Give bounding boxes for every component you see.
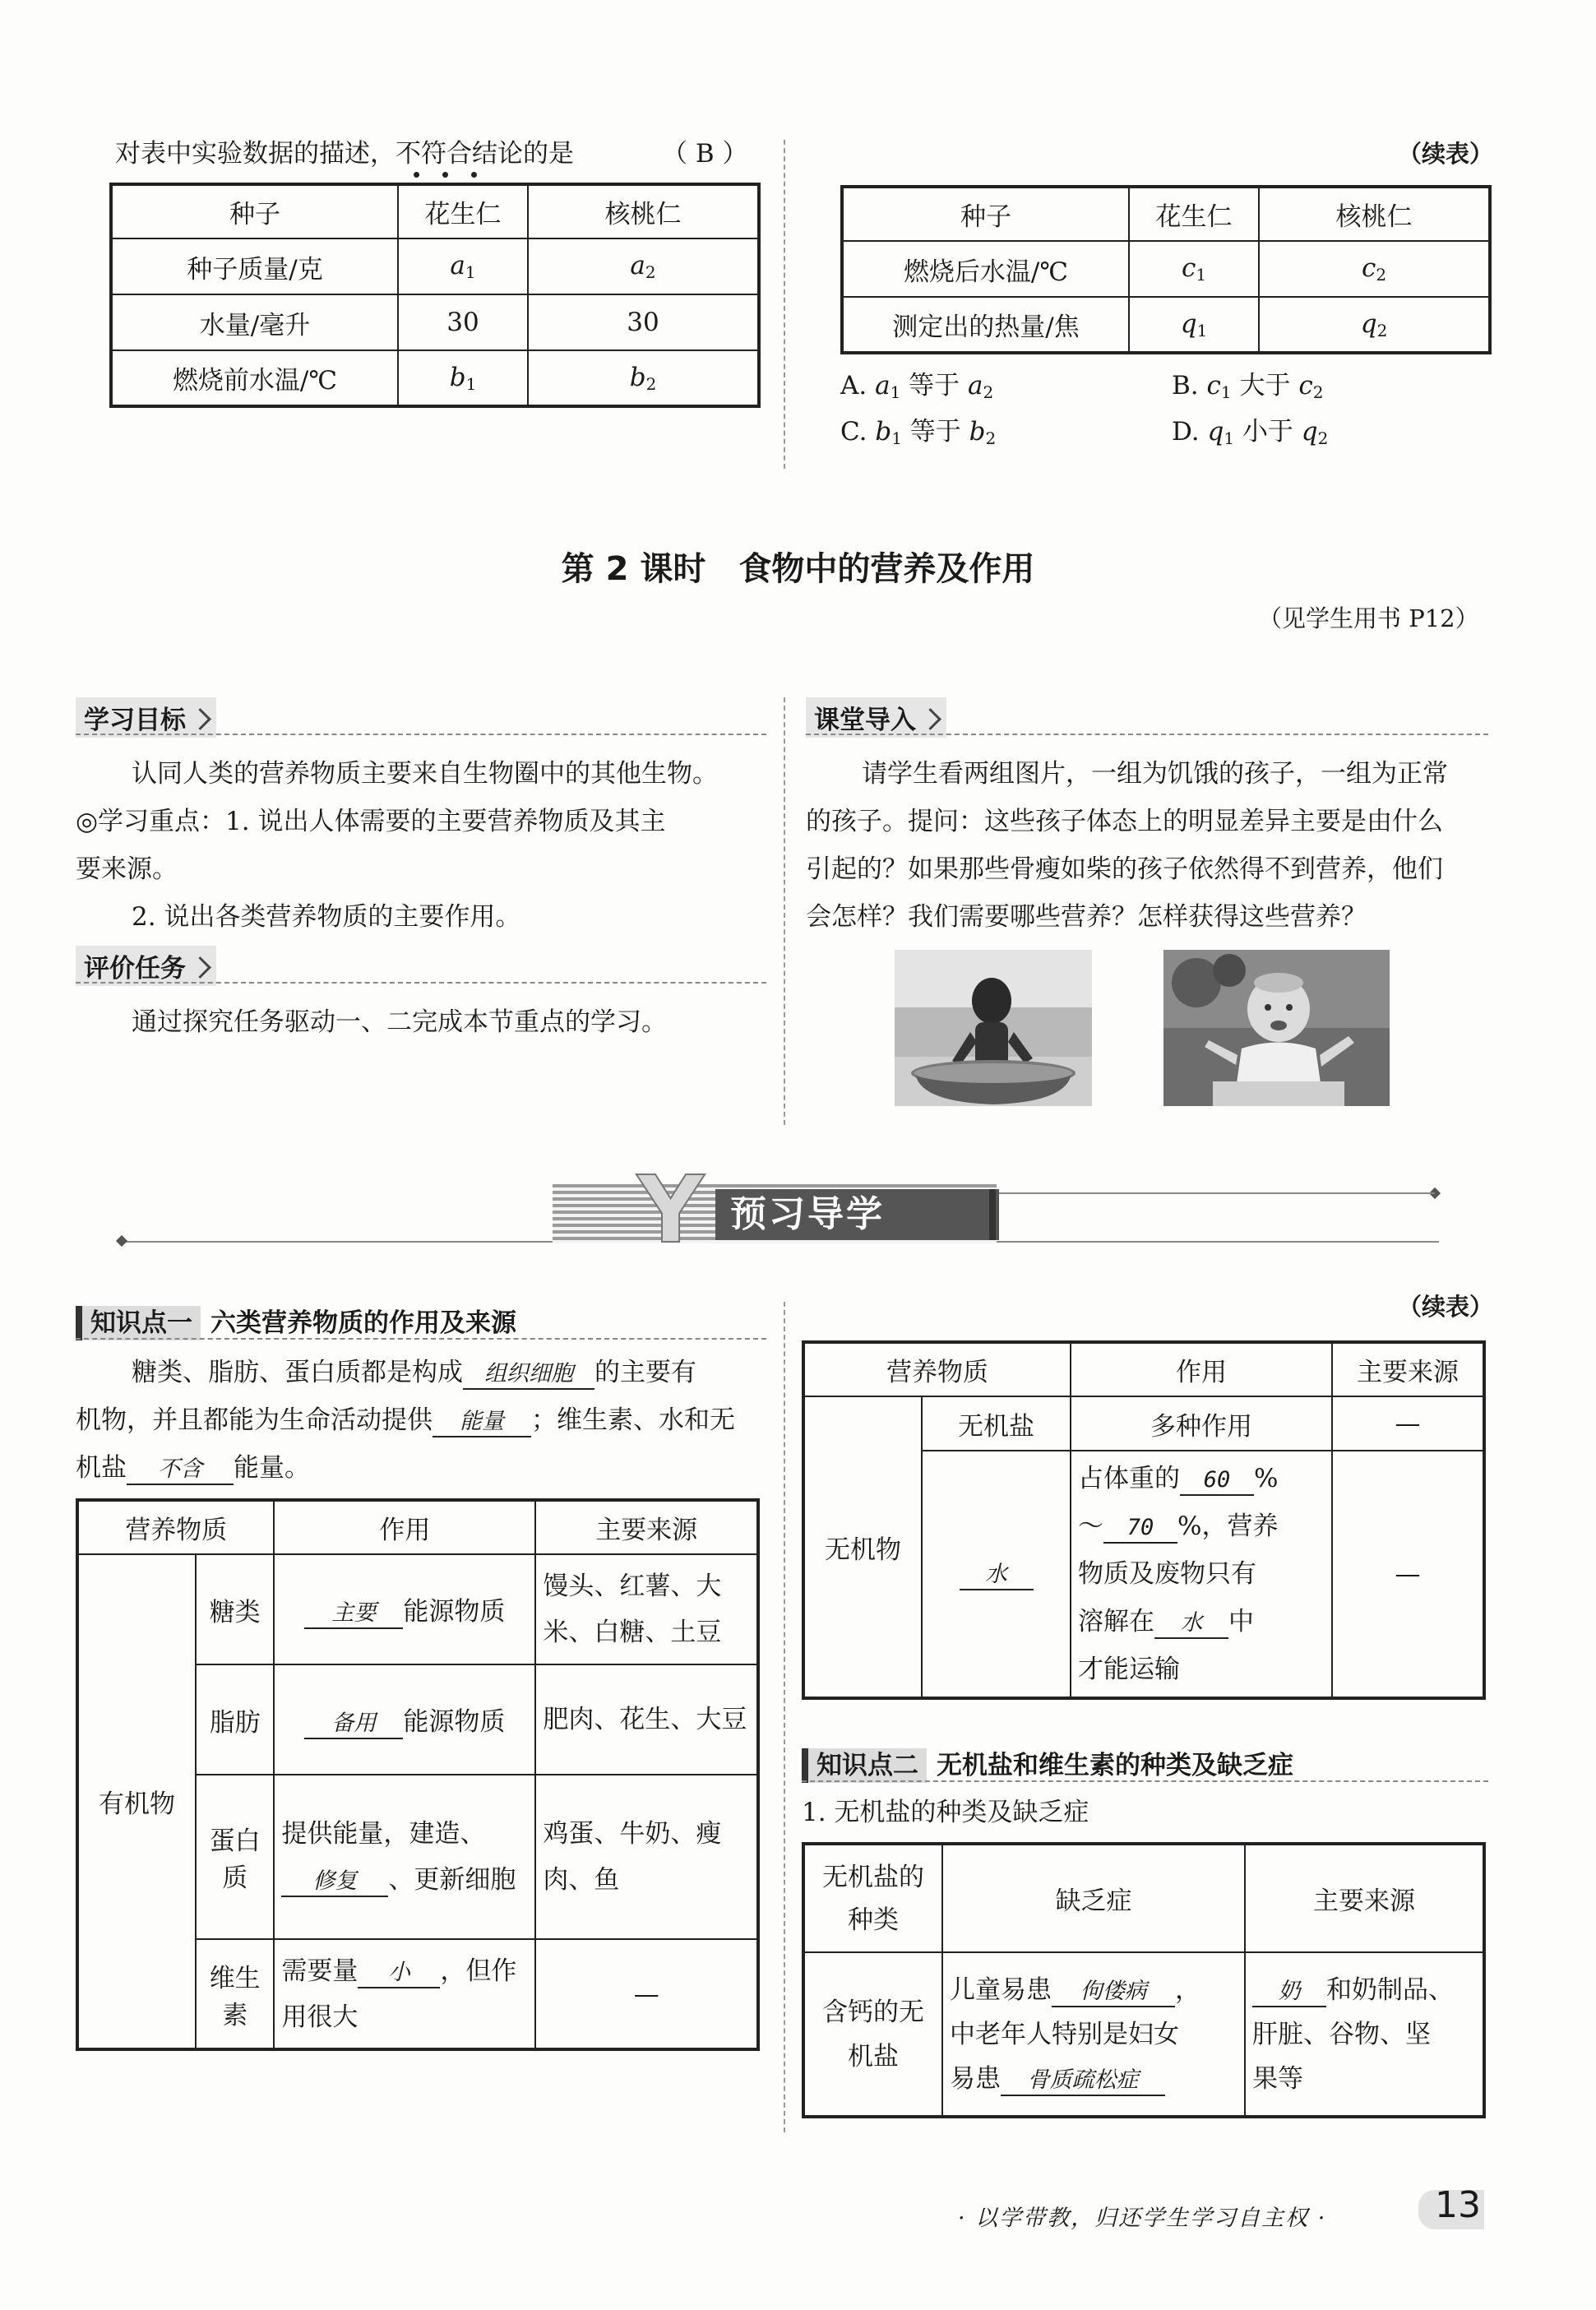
kp1-title: 六类营养物质的作用及来源 xyxy=(210,1308,516,1338)
option-sub: 2 xyxy=(985,428,997,448)
symptom-text: ， xyxy=(1175,1974,1200,2005)
kp2-title: 无机盐和维生素的种类及缺乏症 xyxy=(937,1751,1293,1780)
cell-sub: 2 xyxy=(645,373,657,394)
goals-tag xyxy=(76,697,216,738)
cell-var: b xyxy=(449,362,466,392)
banner-edge xyxy=(989,1189,996,1240)
role-text: 多种作用 xyxy=(1071,1396,1332,1451)
row-label: 测定出的热量/焦 xyxy=(842,297,1129,353)
healthy-child-photo xyxy=(1163,950,1390,1106)
nutrient-name: 蛋白质 xyxy=(196,1775,274,1939)
intro-line: 会怎样？我们需要哪些营养？怎样获得这些营养？ xyxy=(806,902,1367,932)
para-text: 的主要有 xyxy=(594,1358,696,1387)
eval-tag-label: 评价任务 xyxy=(84,954,186,984)
para-text: 能量。 xyxy=(234,1453,310,1483)
table-row xyxy=(803,1396,1484,1451)
inorganic-table xyxy=(802,1340,1486,1700)
table-header: 种子 xyxy=(842,187,1129,241)
role-text: 物质及废物只有 xyxy=(1078,1559,1257,1589)
kp1-para xyxy=(132,1349,696,1396)
source-text: 馒头、红薯、大米、白糖、土豆 xyxy=(535,1554,758,1664)
continued-label: （续表） xyxy=(1398,1293,1494,1321)
column-divider xyxy=(784,1302,785,2132)
seed-table-top-left xyxy=(109,183,761,408)
role-text: 能源物质 xyxy=(403,1596,506,1627)
goals-tag-label: 学习目标 xyxy=(84,706,186,735)
cell-sub: 2 xyxy=(1376,265,1387,285)
source-text: — xyxy=(1332,1451,1484,1698)
option-var: q xyxy=(1207,417,1224,447)
option-text: 等于 xyxy=(900,371,969,400)
source-text: 鸡蛋、牛奶、瘦肉、鱼 xyxy=(535,1775,758,1939)
hungry-child-photo xyxy=(895,950,1092,1106)
intro-line: 引起的？如果那些骨瘦如柴的孩子依然得不到营养，他们 xyxy=(806,854,1443,884)
table-header: 核桃仁 xyxy=(528,184,759,238)
table-row xyxy=(111,238,759,294)
arrow-icon xyxy=(919,708,941,730)
option-text: 小于 xyxy=(1234,417,1302,447)
table-row xyxy=(803,1952,1484,2117)
answer-blank[interactable]: 骨质疏松症 xyxy=(1001,2067,1165,2096)
goals-line: 认同人类的营养物质主要来自生物圈中的其他生物。 xyxy=(132,759,718,789)
eval-tag xyxy=(76,946,216,986)
role-text: 能源物质 xyxy=(403,1706,506,1737)
role-text: % xyxy=(1254,1464,1279,1493)
source-text: 肥肉、花生、大豆 xyxy=(535,1664,758,1775)
answer-blank[interactable]: 小 xyxy=(358,1959,440,1988)
emphasis-dot xyxy=(471,172,477,178)
kp1-label: 知识点一 xyxy=(76,1306,201,1340)
banner-rule xyxy=(999,1192,1435,1194)
option-var: c xyxy=(1298,371,1313,400)
group-label: 有机物 xyxy=(77,1554,196,2049)
seed-table-top-right xyxy=(840,185,1492,354)
question-text: 对表中实验数据的描述，不符合结论的是 xyxy=(115,139,574,169)
section-divider xyxy=(76,734,766,735)
cell-var: c xyxy=(1361,253,1376,283)
role-text: ～ xyxy=(1078,1511,1104,1541)
role-text: 占体重的 xyxy=(1078,1464,1181,1493)
table-header: 核桃仁 xyxy=(1259,187,1490,241)
option-sub: 2 xyxy=(1312,382,1324,402)
option-sub: 1 xyxy=(890,382,901,402)
table-header: 花生仁 xyxy=(1129,187,1259,241)
answer-blank[interactable]: 佝偻病 xyxy=(1052,1978,1175,2007)
cell-var: b xyxy=(629,362,646,392)
para-text: 机物，并且都能为生命活动提供 xyxy=(76,1405,433,1435)
table-row xyxy=(77,1554,758,1664)
option-var: b xyxy=(875,417,892,447)
symptom-text: 中老年人特别是妇女 xyxy=(950,2019,1179,2049)
cell-var: q xyxy=(1360,308,1377,339)
cell-sub: 2 xyxy=(1376,320,1388,340)
option-sub: 1 xyxy=(1220,382,1232,402)
option-text: 等于 xyxy=(901,417,969,447)
intro-tag-label: 课堂导入 xyxy=(814,706,916,735)
group-label: 无机物 xyxy=(803,1396,922,1698)
intro-line: 的孩子。提问：这些孩子体态上的明显差异主要是由什么 xyxy=(806,807,1443,836)
answer-blank[interactable]: 60 xyxy=(1180,1466,1254,1496)
source-text: — xyxy=(1332,1396,1484,1451)
option-prefix: C. xyxy=(840,417,876,447)
page-number: 13 xyxy=(1435,2184,1481,2226)
nutrient-name: 维生素 xyxy=(196,1939,274,2049)
option-prefix: A. xyxy=(840,371,876,400)
role-text: 、更新细胞 xyxy=(388,1865,516,1895)
question-answer: （ B ） xyxy=(662,139,748,169)
column-divider xyxy=(784,697,785,1125)
option-sub: 1 xyxy=(1224,428,1235,448)
answer-blank[interactable]: 奶 xyxy=(1252,1978,1326,2007)
symptom-text: 儿童易患 xyxy=(950,1974,1052,2005)
nutrient-name: 脂肪 xyxy=(196,1664,274,1775)
answer-blank[interactable]: 备用 xyxy=(304,1710,403,1739)
option-c[interactable] xyxy=(840,408,996,462)
section-divider xyxy=(76,982,766,984)
mineral-name: 含钙的无机盐 xyxy=(803,1952,942,2117)
role-text: 提供能量，建造、 xyxy=(281,1819,486,1849)
table-header: 主要来源 xyxy=(1332,1342,1484,1396)
section-divider xyxy=(806,734,1488,735)
role-text: 中 xyxy=(1228,1607,1255,1636)
kp1-para xyxy=(76,1444,310,1492)
banner-title: 预习导学 xyxy=(730,1193,885,1235)
table-row xyxy=(842,241,1490,297)
table-header: 种子 xyxy=(111,184,398,238)
table-header: 无机盐的种类 xyxy=(803,1844,942,1952)
goals-line: ◎学习重点：1. 说出人体需要的主要营养物质及其主 xyxy=(76,807,666,836)
row-label: 燃烧前水温/℃ xyxy=(111,350,398,406)
role-text: 才能运输 xyxy=(1078,1655,1181,1684)
role-text: 溶解在 xyxy=(1078,1607,1155,1636)
table-header: 营养物质 xyxy=(77,1500,274,1554)
footer-motto: · 以学带教，归还学生学习自主权 · xyxy=(958,2206,1327,2231)
cell-sub: 1 xyxy=(465,262,476,282)
table-row xyxy=(842,297,1490,353)
cell-value: 30 xyxy=(528,294,759,350)
answer-blank[interactable]: 不含 xyxy=(127,1456,234,1485)
emphasis-dot xyxy=(414,172,419,178)
kp2-heading xyxy=(802,1744,1293,1781)
answer-blank[interactable]: 70 xyxy=(1103,1514,1177,1544)
intro-line: 请学生看两组图片，一组为饥饿的孩子，一组为正常 xyxy=(862,759,1448,789)
role-text: 需要量 xyxy=(281,1956,359,1986)
symptom-text: 易患 xyxy=(950,2063,1001,2094)
cell-var: a xyxy=(450,251,465,280)
table-header: 花生仁 xyxy=(398,184,528,238)
table-header: 主要来源 xyxy=(535,1500,758,1554)
answer-blank[interactable]: 能量 xyxy=(433,1408,531,1437)
option-text: 大于 xyxy=(1231,371,1299,400)
nutrient-name: 无机盐 xyxy=(922,1396,1071,1451)
answer-blank[interactable]: 组织细胞 xyxy=(463,1360,594,1390)
arrow-icon xyxy=(189,956,211,979)
option-d[interactable] xyxy=(1172,408,1328,462)
mineral-table xyxy=(802,1842,1486,2118)
table-header: 作用 xyxy=(274,1500,535,1554)
row-label: 燃烧后水温/℃ xyxy=(842,241,1129,297)
option-sub: 2 xyxy=(983,382,994,402)
cell-sub: 1 xyxy=(1196,265,1207,285)
cell-var: q xyxy=(1180,308,1197,339)
option-prefix: D. xyxy=(1172,417,1208,447)
table-header: 作用 xyxy=(1071,1342,1332,1396)
answer-blank[interactable]: 水 xyxy=(1154,1609,1228,1639)
section-divider xyxy=(76,1338,766,1340)
role-text: ，但作用很大 xyxy=(281,1956,517,2032)
section-divider xyxy=(802,1780,1488,1782)
banner-letter: Y xyxy=(637,1157,705,1264)
goals-line: 2. 说出各类营养物质的主要作用。 xyxy=(132,902,521,932)
continued-label: （续表） xyxy=(1398,140,1494,168)
cell-var: a xyxy=(630,251,645,280)
table-header: 缺乏症 xyxy=(942,1844,1245,1952)
para-text: 糖类、脂肪、蛋白质都是构成 xyxy=(132,1358,463,1387)
kp2-sub: 1. 无机盐的种类及缺乏症 xyxy=(802,1798,1089,1827)
source-text: 果等 xyxy=(1252,2063,1303,2094)
table-row xyxy=(111,294,759,350)
option-var: a xyxy=(875,371,891,400)
lesson-title: 第 2 课时 食物中的营养及作用 xyxy=(561,550,1035,588)
cell-sub: 1 xyxy=(1196,320,1208,340)
kp2-label: 知识点二 xyxy=(802,1748,927,1783)
option-sub: 2 xyxy=(1317,428,1329,448)
option-var: c xyxy=(1206,371,1221,400)
nutrient-table xyxy=(76,1498,760,2051)
role-text: %，营养 xyxy=(1177,1511,1279,1541)
row-label: 水量/毫升 xyxy=(111,294,398,350)
eval-line: 通过探究任务驱动一、二完成本节重点的学习。 xyxy=(132,1007,667,1037)
para-text: ；维生素、水和无 xyxy=(531,1405,735,1435)
table-header: 营养物质 xyxy=(803,1342,1071,1396)
answer-blank[interactable]: 主要 xyxy=(304,1599,403,1629)
option-var: a xyxy=(968,371,983,400)
option-var: q xyxy=(1301,417,1318,447)
cell-var: c xyxy=(1181,253,1196,283)
cell-sub: 2 xyxy=(645,262,656,282)
cell-sub: 1 xyxy=(465,373,477,394)
answer-blank[interactable]: 水 xyxy=(960,1561,1034,1590)
source-text: 和奶制品、 xyxy=(1326,1974,1454,2005)
source-text: 肝脏、谷物、坚 xyxy=(1252,2019,1431,2049)
kp1-heading xyxy=(76,1302,516,1339)
cell-value: 30 xyxy=(398,294,528,350)
lesson-ref: （见学生用书 P12） xyxy=(1258,604,1479,632)
table-header: 主要来源 xyxy=(1245,1844,1484,1952)
intro-tag xyxy=(806,697,946,738)
option-var: b xyxy=(969,417,986,447)
arrow-icon xyxy=(189,708,211,730)
option-prefix: B. xyxy=(1172,371,1207,400)
row-label: 种子质量/克 xyxy=(111,238,398,294)
emphasis-dot xyxy=(442,172,448,178)
column-divider xyxy=(784,140,785,469)
para-text: 机盐 xyxy=(76,1453,127,1483)
nutrient-name: 糖类 xyxy=(196,1554,274,1664)
table-row xyxy=(111,350,759,406)
answer-blank[interactable]: 修复 xyxy=(281,1868,388,1897)
goals-line: 要来源。 xyxy=(76,854,178,884)
source-text: — xyxy=(535,1939,758,2049)
diamond-icon xyxy=(116,1235,127,1247)
option-sub: 1 xyxy=(891,428,902,448)
kp1-para xyxy=(76,1396,735,1444)
